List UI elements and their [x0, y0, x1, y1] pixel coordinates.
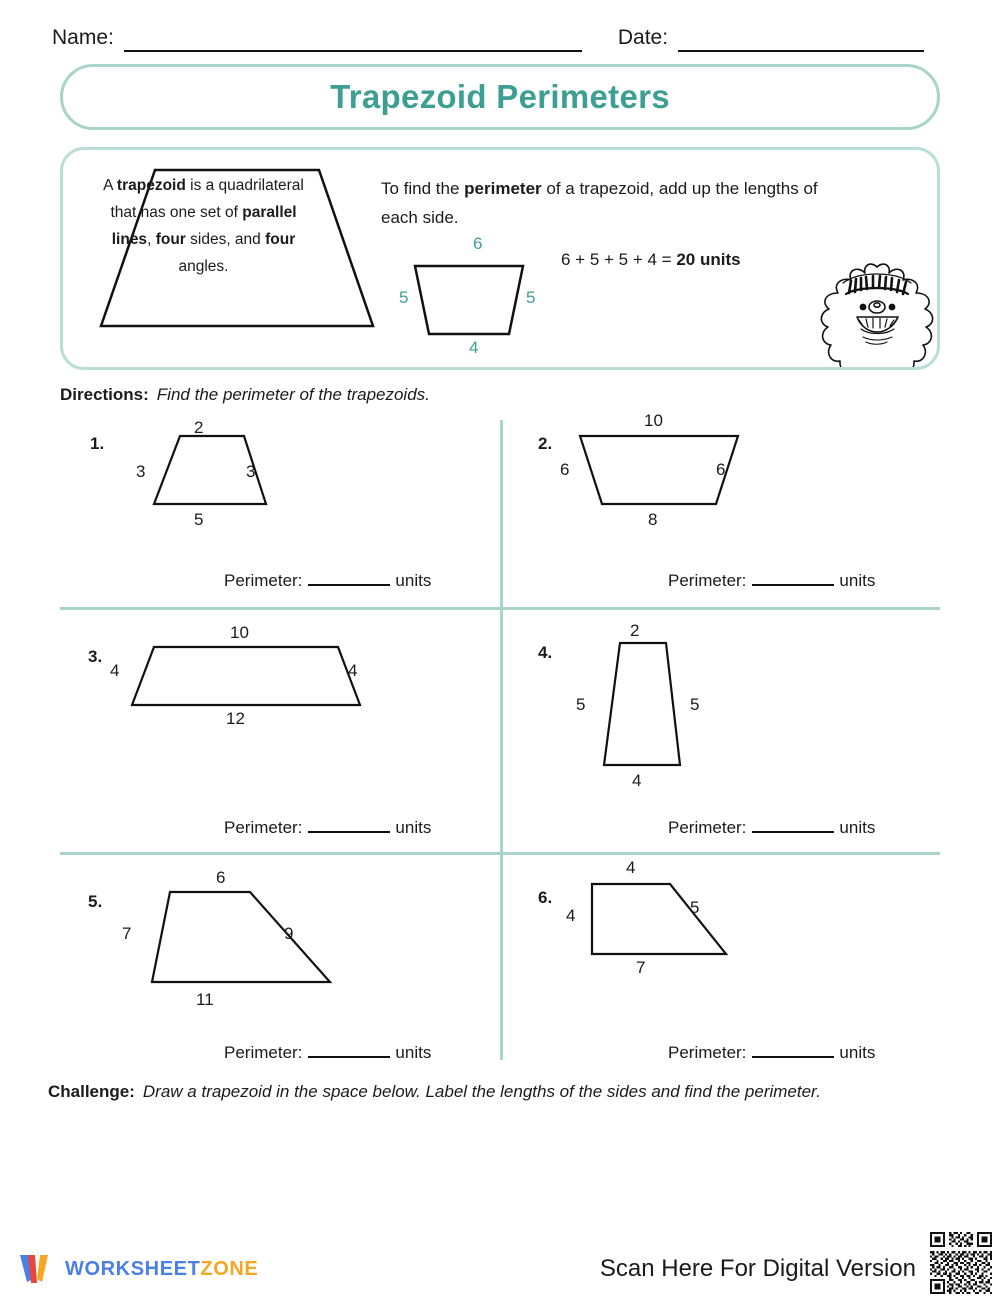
- problem-4-perimeter-answer: [668, 817, 875, 838]
- definition-bold-four-sides: four: [155, 231, 186, 248]
- problem-4-label-left: 5: [576, 695, 586, 714]
- problem-2-label-bottom: 8: [648, 510, 658, 529]
- problem-3-label-left: 4: [110, 661, 120, 680]
- perimeter-answer-blank[interactable]: [752, 1042, 834, 1058]
- problem-number: 2.: [538, 434, 553, 453]
- monster-mascot-icon: [813, 259, 940, 370]
- problem-4-label-top: 2: [630, 621, 640, 640]
- definition-seg-1: A: [103, 177, 117, 194]
- worksheet-title-banner: [60, 64, 940, 130]
- problem-number: 1.: [90, 434, 105, 453]
- explanation-seg-2: of a trapezoid, add up the lengths of each side.: [381, 179, 818, 227]
- problem-3-label-right: 4: [348, 661, 358, 680]
- scan-instruction-text: Scan Here For Digital Version: [599, 1255, 916, 1282]
- logo-w-mark: [18, 1252, 56, 1286]
- perimeter-units: units: [395, 1043, 432, 1062]
- student-info-header: [52, 18, 948, 52]
- problem-2-perimeter-answer: [668, 570, 875, 591]
- perimeter-explanation: [381, 174, 833, 232]
- problem-5-trapezoid: [144, 886, 344, 994]
- problem-3-label-bottom: 12: [226, 709, 245, 728]
- example-equation-answer: 20 units: [676, 250, 741, 269]
- problem-5-label-right: 9: [284, 924, 294, 943]
- grid-horizontal-divider-2: [60, 852, 940, 855]
- perimeter-units: units: [839, 571, 876, 590]
- problem-1-perimeter-answer: [224, 570, 431, 591]
- problem-2: [508, 412, 948, 630]
- problem-number: 3.: [88, 647, 103, 666]
- perimeter-answer-blank[interactable]: [752, 570, 834, 586]
- definition-bold-parallel-lines: parallel lines: [111, 204, 297, 248]
- challenge-text: Draw a trapezoid in the space below. Label the lengths of the sides and find the perimeter.: [142, 1082, 821, 1101]
- problem-3-label-top: 10: [230, 623, 249, 642]
- problem-1-label-top: 2: [194, 418, 204, 437]
- name-label: Name:: [52, 26, 114, 49]
- example-equation-sum: 6 + 5 + 5 + 4 =: [561, 250, 677, 269]
- problem-6-label-bottom: 7: [636, 958, 646, 977]
- problem-3-perimeter-answer: [224, 817, 431, 838]
- date-input-line[interactable]: [678, 16, 924, 52]
- instruction-panel: [60, 147, 940, 370]
- grid-vertical-divider: [500, 420, 503, 1060]
- problem-1-label-left: 3: [136, 462, 146, 481]
- problem-2-label-right: 6: [716, 460, 726, 479]
- perimeter-units: units: [839, 818, 876, 837]
- problem-6-trapezoid: [586, 878, 746, 964]
- example-label-right: 5: [526, 288, 536, 307]
- challenge-label: Challenge:: [48, 1082, 135, 1101]
- problem-5-label-bottom: 11: [196, 990, 214, 1009]
- problem-5-perimeter-answer: [224, 1042, 431, 1063]
- problem-6-label-top: 4: [626, 858, 636, 877]
- logo-wordmark: [65, 1258, 258, 1281]
- problem-3-trapezoid: [126, 641, 366, 713]
- problem-6-label-right: 5: [690, 898, 700, 917]
- problem-1-label-right: 3: [246, 462, 256, 481]
- name-input-line[interactable]: [124, 16, 582, 52]
- directions-text: Find the perimeter of the trapezoids.: [156, 385, 430, 404]
- perimeter-units: units: [395, 571, 432, 590]
- directions-line: [60, 385, 430, 405]
- problem-6-perimeter-answer: [668, 1042, 875, 1063]
- problem-4-trapezoid: [584, 637, 704, 777]
- problem-5-label-top: 6: [216, 868, 226, 887]
- example-label-bottom: 4: [469, 338, 479, 357]
- problem-2-label-top: 10: [644, 411, 663, 430]
- problem-1-trapezoid: [148, 430, 278, 520]
- problem-4-label-right: 5: [690, 695, 700, 714]
- logo-word-worksheet: WORKSHEET: [65, 1257, 201, 1280]
- definition-bold-trapezoid: trapezoid: [116, 177, 186, 194]
- perimeter-answer-blank[interactable]: [308, 570, 390, 586]
- perimeter-label: Perimeter:: [224, 571, 303, 590]
- explanation-bold-perimeter: perimeter: [464, 179, 542, 198]
- directions-label: Directions:: [60, 385, 149, 404]
- problem-number: 5.: [88, 892, 103, 911]
- perimeter-label: Perimeter:: [668, 818, 747, 837]
- example-equation: [561, 250, 741, 270]
- definition-seg-2: is a quadrilateral that has one set of: [110, 177, 304, 221]
- problem-4-label-bottom: 4: [632, 771, 642, 790]
- definition-text: [101, 172, 306, 280]
- example-label-left: 5: [399, 288, 409, 307]
- definition-seg-5: angles.: [178, 258, 229, 275]
- perimeter-label: Perimeter:: [224, 1043, 303, 1062]
- perimeter-units: units: [395, 818, 432, 837]
- problem-1-label-bottom: 5: [194, 510, 204, 529]
- problem-grid: [60, 412, 940, 1072]
- perimeter-label: Perimeter:: [224, 818, 303, 837]
- perimeter-label: Perimeter:: [668, 1043, 747, 1062]
- definition-seg-3: ,: [147, 231, 156, 248]
- perimeter-answer-blank[interactable]: [308, 817, 390, 833]
- problem-number: 6.: [538, 888, 553, 907]
- definition-seg-4: sides, and: [185, 231, 266, 248]
- problem-4: [508, 617, 948, 835]
- date-label: Date:: [617, 26, 669, 49]
- logo-word-zone: ZONE: [200, 1257, 259, 1280]
- problem-5-label-left: 7: [122, 924, 132, 943]
- problem-2-label-left: 6: [560, 460, 570, 479]
- problem-6: [508, 858, 948, 1080]
- definition-bold-four-angles: four: [265, 231, 296, 248]
- example-label-top: 6: [473, 234, 483, 253]
- explanation-seg-1: To find the: [381, 179, 465, 198]
- qr-code[interactable]: [930, 1232, 992, 1294]
- worksheet-zone-logo[interactable]: [18, 1249, 258, 1289]
- problem-1: [60, 412, 500, 630]
- perimeter-label: Perimeter:: [668, 571, 747, 590]
- perimeter-answer-blank[interactable]: [752, 817, 834, 833]
- perimeter-answer-blank[interactable]: [308, 1042, 390, 1058]
- problem-6-label-left: 4: [566, 906, 576, 925]
- page-title: Trapezoid Perimeters: [330, 78, 670, 115]
- problem-number: 4.: [538, 643, 553, 662]
- problem-3: [60, 617, 500, 835]
- perimeter-units: units: [839, 1043, 876, 1062]
- problem-5: [60, 862, 500, 1080]
- challenge-line: [48, 1082, 821, 1102]
